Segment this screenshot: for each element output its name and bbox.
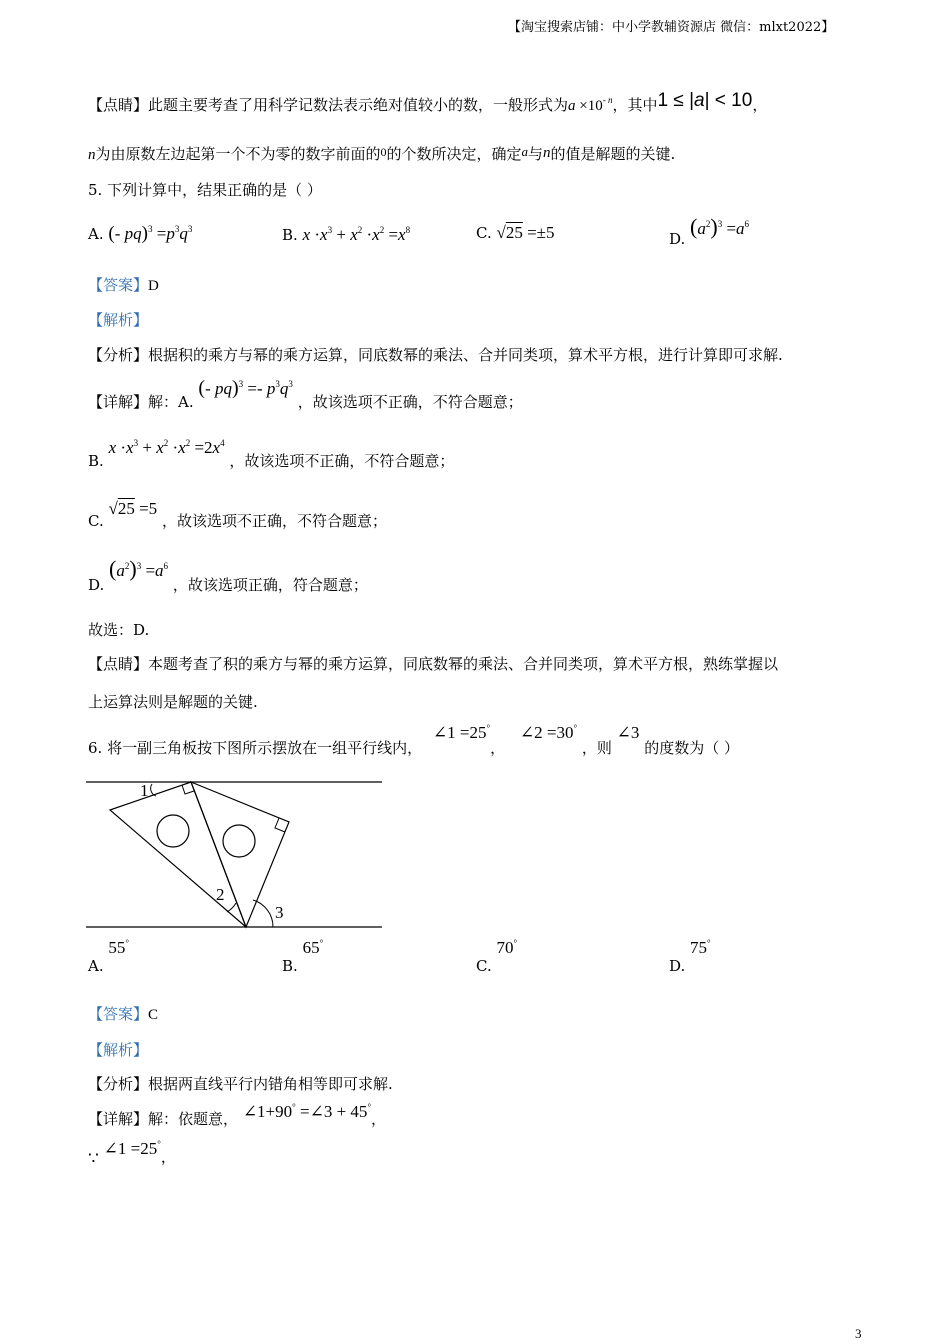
q5-stem: 5. 下列计算中，结果正确的是（ ） [88, 181, 322, 199]
dianjing-line-1: 【点睛】此题主要考查了用科学记数法表示绝对值较小的数，一般形式为$a \times 10^{- n}$，其中1 ≤ |a| < 10， [88, 90, 768, 114]
triangle-hole-2 [223, 825, 255, 857]
figure-label-2: 2 [216, 885, 225, 904]
q6-detail-line-2: ∵ ∠1 =25°， [88, 1139, 176, 1169]
q6-analysis-label: 【解析】 [88, 1041, 149, 1059]
dianjing-label: 【点睛】 [88, 96, 149, 114]
formula-range: 1 ≤ |a| < 10 [657, 90, 753, 111]
q6-answer: 【答案】C [88, 1005, 159, 1023]
q6-angle3: ∠3 [616, 723, 640, 742]
q5-option-c: C. √25 =±5 [476, 223, 555, 242]
q5-option-b: B. $x \cdot x^3 + x^2 \cdot x^2 =x^8$ [282, 225, 411, 244]
q5-option-d: D. $(a^2)^3 =a^6$ [669, 214, 750, 248]
q5-dianjing-line-1: 【点睛】本题考查了积的乘方与幂的乘方运算，同底数幂的乘法、合并同类项，算术平方根，熟练掌握以 [88, 655, 779, 673]
q5-detail-a: 【详解】解：A. (- $pq)^3 =- p^3q^3$ ，故该选项不正确，不符合题意； [88, 377, 523, 411]
triangle-hole-1 [157, 815, 189, 847]
dianjing-line2-text: 为由原数左边起第一个不为零的数字前面的 [95, 145, 381, 163]
q5-dianjing-line-2: 上运算法则是解题的关键. [88, 693, 258, 711]
q6-angle2: ∠2 =30° [519, 723, 578, 742]
q5-option-a: A. (- $pq)^3 =p^3q^3$ [88, 223, 193, 244]
q6-option-a: A. 55° [88, 938, 129, 975]
q6-angle1: ∠1 =25° [432, 723, 491, 742]
dianjing-text-b: ，其中 [612, 96, 658, 114]
set-squares-figure [86, 772, 386, 934]
q5-fenxi: 【分析】根据积的乘方与幂的乘方运算，同底数幂的乘法、合并同类项，算术平方根，进行计算即可求解. [88, 346, 783, 364]
figure-label-3: 3 [275, 903, 284, 922]
page-header: 【淘宝搜索店铺：中小学教辅资源店 微信：mlxt2022】 [508, 20, 835, 35]
figure-label-1: 1 [140, 781, 149, 800]
q5-analysis-label: 【解析】 [88, 311, 149, 329]
page-number: 3 [855, 1326, 862, 1341]
q5-detail-b: B. $x \cdot x^3 + x^2 \cdot x^2 =2x^4$ ，故该选项不正确，不符合题意； [88, 438, 455, 470]
q5-detail-c: C. √25 =5 ，故该选项不正确，不符合题意； [88, 499, 387, 530]
formula-a-times: a [568, 98, 576, 114]
q6-stem: 6. 将一副三角板按下图所示摆放在一组平行线内， ∠1 =25°， ∠2 =30° ，则 ∠3 的度数为（ ） [88, 723, 739, 757]
q5-detail-d: D. $(a^2)^3 =a^6$ ，故该选项正确，符合题意； [88, 556, 368, 594]
q5-answer: 【答案】D [88, 276, 159, 294]
q6-option-b: B. 65° [282, 938, 324, 975]
q6-option-d: D. 75° [669, 938, 711, 975]
dianjing-line-2: n为由原数左边起第一个不为零的数字前面的$^0$的个数所决定，确定a与n的值是解题的关键. [88, 144, 676, 163]
q6-fenxi: 【分析】根据两直线平行内错角相等即可求解. [88, 1075, 393, 1093]
triangle-45 [110, 782, 246, 927]
dianjing-text: 此题主要考查了用科学记数法表示绝对值较小的数，一般形式为 [148, 96, 569, 114]
angle-2-arc [227, 903, 236, 912]
q6-option-c: C. 70° [476, 938, 518, 975]
q6-detail-line-1: 【详解】解：依题意， ∠1+90° =∠3 + 45°， [88, 1102, 387, 1128]
q5-conclusion: 故选：D. [88, 621, 150, 639]
